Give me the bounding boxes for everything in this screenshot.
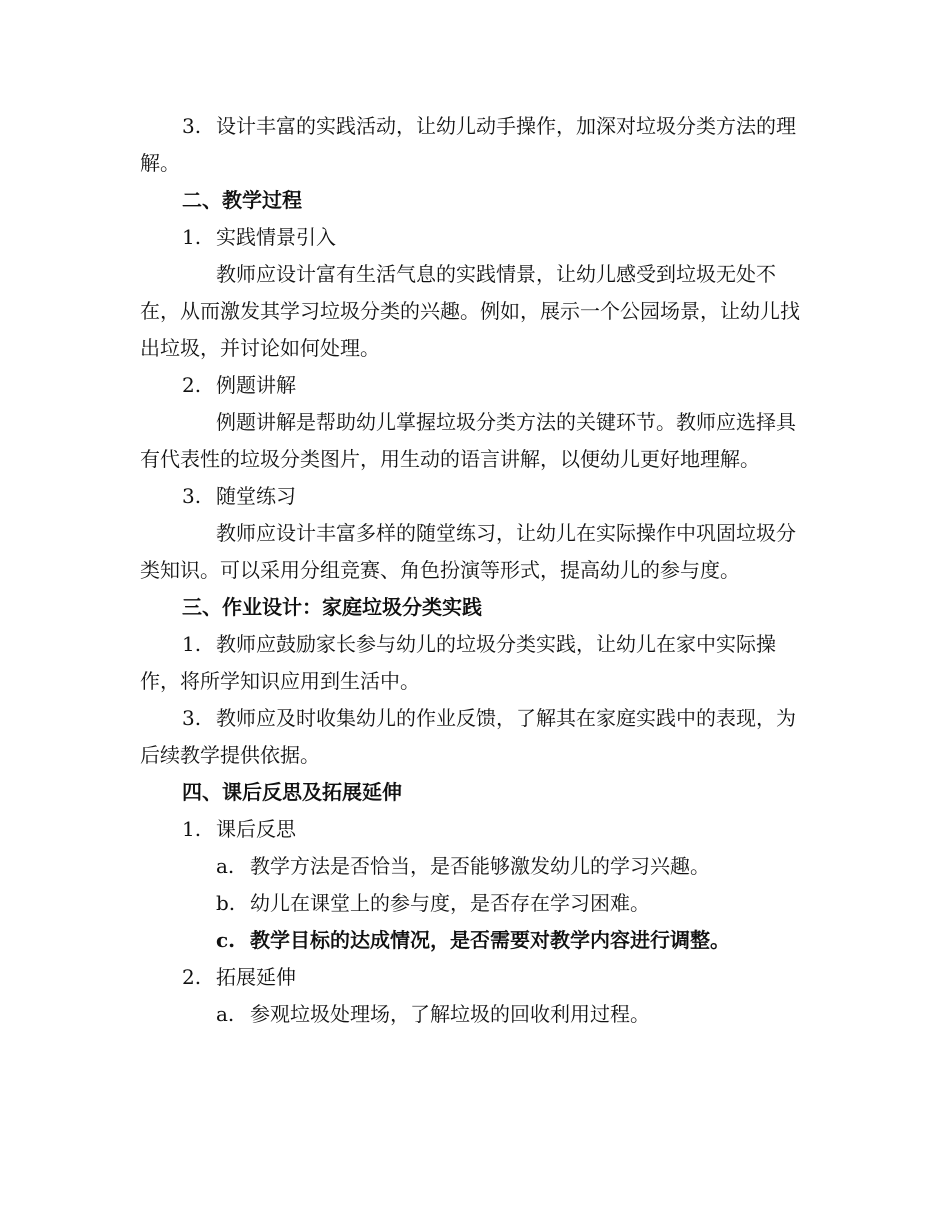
reflection-item-a bbox=[140, 848, 812, 885]
extension-item-a bbox=[140, 996, 812, 1033]
section-heading-process: 二、教学过程 bbox=[182, 188, 302, 212]
process-step-3-body: 教师应设计丰富多样的随堂练习，让幼儿在实际操作中巩固垃圾分类知识。可以采用分组竞赛、角色扮演等形式，提高幼儿的参与度。 bbox=[140, 521, 796, 582]
sub-title: 拓展延伸 bbox=[216, 965, 296, 989]
reflection-item-c bbox=[140, 922, 812, 959]
list-number: 1. bbox=[182, 632, 202, 656]
process-step-1-title bbox=[140, 219, 812, 256]
step-title: 随堂练习 bbox=[216, 484, 296, 508]
list-number: 2. bbox=[182, 373, 202, 397]
homework-item-1 bbox=[140, 626, 812, 700]
process-step-1-body: 教师应设计富有生活气息的实践情景，让幼儿感受到垃圾无处不在，从而激发其学习垃圾分类的兴趣。例如，展示一个公园场景，让幼儿找出垃圾，并讨论如何处理。 bbox=[140, 262, 800, 360]
reflection-item-b-text: 幼儿在课堂上的参与度，是否存在学习困难。 bbox=[250, 891, 650, 915]
homework-item-3 bbox=[140, 700, 812, 774]
list-letter: c. bbox=[216, 928, 236, 952]
list-number: 1. bbox=[182, 817, 202, 841]
list-letter: a. bbox=[216, 1002, 235, 1026]
list-number: 3. bbox=[182, 484, 202, 508]
section-heading-reflection: 四、课后反思及拓展延伸 bbox=[182, 780, 402, 804]
reflection-sub-1-title bbox=[140, 811, 812, 848]
reflection-sub-2-title bbox=[140, 959, 812, 996]
intro-item-3 bbox=[140, 108, 812, 182]
process-step-3-title bbox=[140, 478, 812, 515]
homework-item-3-text: 教师应及时收集幼儿的作业反馈，了解其在家庭实践中的表现，为后续教学提供依据。 bbox=[140, 706, 796, 767]
step-title: 实践情景引入 bbox=[216, 225, 336, 249]
list-letter: a. bbox=[216, 854, 235, 878]
reflection-item-b bbox=[140, 885, 812, 922]
sub-title: 课后反思 bbox=[216, 817, 296, 841]
list-number: 1. bbox=[182, 225, 202, 249]
reflection-item-a-text: 教学方法是否恰当，是否能够激发幼儿的学习兴趣。 bbox=[250, 854, 710, 878]
section-heading-homework: 三、作业设计：家庭垃圾分类实践 bbox=[182, 595, 482, 619]
list-letter: b. bbox=[216, 891, 236, 915]
list-number: 3. bbox=[182, 706, 202, 730]
document-body bbox=[140, 108, 812, 1033]
process-step-2-title bbox=[140, 367, 812, 404]
reflection-item-c-text: 教学目标的达成情况，是否需要对教学内容进行调整。 bbox=[250, 928, 730, 952]
step-title: 例题讲解 bbox=[216, 373, 296, 397]
process-step-2-body: 例题讲解是帮助幼儿掌握垃圾分类方法的关键环节。教师应选择具有代表性的垃圾分类图片，用生动的语言讲解，以便幼儿更好地理解。 bbox=[140, 410, 796, 471]
list-number: 2. bbox=[182, 965, 202, 989]
homework-item-1-text: 教师应鼓励家长参与幼儿的垃圾分类实践，让幼儿在家中实际操作，将所学知识应用到生活中。 bbox=[140, 632, 776, 693]
list-number: 3. bbox=[182, 114, 202, 138]
intro-item-3-text: 设计丰富的实践活动，让幼儿动手操作，加深对垃圾分类方法的理解。 bbox=[140, 114, 796, 175]
extension-item-a-text: 参观垃圾处理场，了解垃圾的回收利用过程。 bbox=[250, 1002, 650, 1026]
